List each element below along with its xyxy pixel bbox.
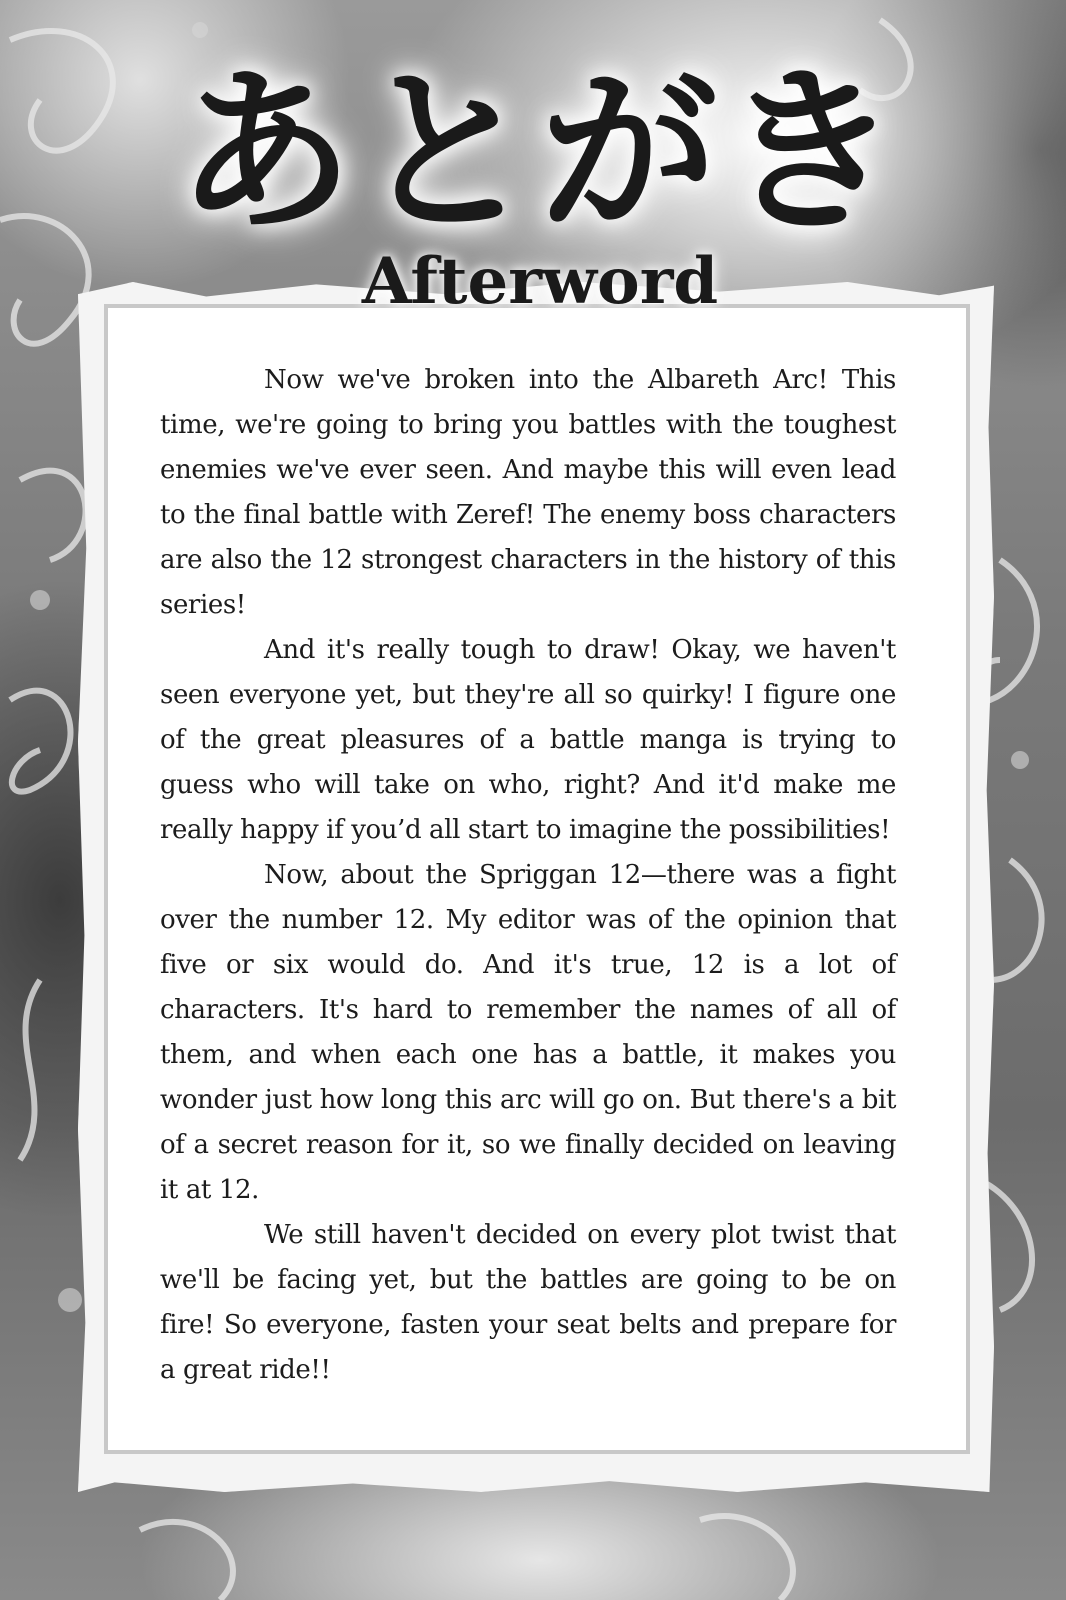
title-japanese: あとがき [176, 49, 904, 256]
paragraph: Now we've broken into the Albareth Arc! This time, we're going to bring you battles with the toughest enemies we've ever seen. And maybe this will even lead to the final battle with Zeref! The enemy boss characters are also the 12 strongest characters in the history of this series! [160, 365, 896, 620]
paragraph: We still haven't decided on every plot twist that we'll be facing yet, but the battles are going to be on fire! So everyone, fasten your seat belts and prepare for a great ride!! [160, 1220, 896, 1385]
afterword-body [160, 358, 896, 1393]
paragraph: And it's really tough to draw! Okay, we haven't seen everyone yet, but they're all so quirky! I figure one of the great pleasures of a battle manga is trying to guess who will take on who, right? And it'd make me really happy if you’d all start to imagine the possibilities! [160, 635, 896, 845]
paragraph: Now, about the Spriggan 12—there was a fight over the number 12. My editor was of the opinion that five or six would do. And it's true, 12 is a lot of characters. It's hard to remember the names of all of them, and when each one has a battle, it makes you wonder just how long this arc will go on. But there's a bit of a secret reason for it, so we finally decided on leaving it at 12. [160, 860, 896, 1205]
title-english: Afterword [361, 244, 719, 319]
